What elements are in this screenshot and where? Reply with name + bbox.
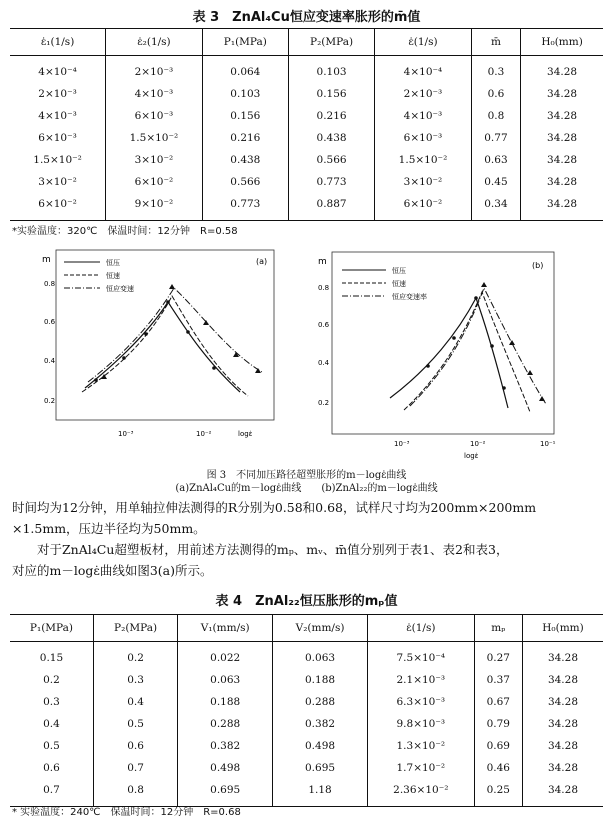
- table-cell: 3×10⁻²: [38, 176, 77, 188]
- figure3-caption-line2: (a)ZnAl₄Cu的m－logε̇曲线 (b)ZnAl₂₂的m－logε̇曲线: [175, 483, 438, 494]
- table4-header-row: [10, 615, 603, 642]
- table4-note: * 实验温度：240℃ 保温时间：12分钟 R=0.68: [12, 807, 241, 818]
- table-cell: 0.382: [178, 735, 273, 757]
- body-text: [12, 497, 604, 581]
- column-header: ε̇(1/s): [375, 29, 472, 56]
- table-cell: 34.28: [522, 757, 603, 779]
- para2-line1: 对于ZnAl₄Cu超塑板材，用前述方法测得的mₚ、mᵥ、m̄值分别列于表1、表2和表3，: [12, 542, 509, 557]
- table-cell: 0.5: [43, 740, 60, 752]
- panel-b-xtick-2: 10⁻¹: [540, 440, 556, 448]
- table-cell: 0.27: [474, 642, 522, 670]
- table-cell: 2×10⁻³: [375, 83, 472, 105]
- table-cell: 34.28: [522, 779, 603, 807]
- table-cell: 34.28: [522, 669, 603, 691]
- table-cell: 2×10⁻³: [38, 88, 77, 100]
- table-cell: 9.8×10⁻³: [367, 713, 474, 735]
- table-cell: 4×10⁻⁴: [375, 56, 472, 84]
- table-cell: 0.156: [202, 105, 288, 127]
- panel-a-label: (a): [256, 257, 268, 266]
- table-cell: 0.2: [93, 642, 177, 670]
- table-row: [10, 105, 603, 127]
- legend-b-2: 恒应变速率: [392, 293, 427, 301]
- table-cell: 0.15: [39, 652, 64, 664]
- table-cell: 1.5×10⁻²: [106, 127, 203, 149]
- panel-a-ytick-2: 0.6: [44, 318, 56, 326]
- table-cell: 0.695: [178, 779, 273, 807]
- table-cell: 3×10⁻²: [106, 149, 203, 171]
- table-cell: 1.7×10⁻²: [367, 757, 474, 779]
- para1-line1: 时间均为12分钟，用单轴拉伸法测得的R分别为0.58和0.68，试样尺寸均为200mm×200mm: [12, 500, 537, 515]
- table-row: [10, 669, 603, 691]
- table-cell: 0.887: [288, 193, 374, 221]
- table-cell: 0.103: [288, 56, 374, 84]
- column-header: V₂(mm/s): [273, 615, 368, 642]
- table-cell: 1.5×10⁻²: [33, 154, 82, 166]
- table-cell: 0.188: [178, 691, 273, 713]
- table-cell: 0.77: [471, 127, 520, 149]
- panel-b-xtick-1: 10⁻²: [470, 440, 486, 448]
- panel-a-ytick-3: 0.8: [44, 280, 56, 288]
- panel-b-frame: [332, 252, 554, 434]
- table-cell: 0.3: [93, 669, 177, 691]
- table-cell: 0.37: [474, 669, 522, 691]
- curve-b-constant-speed: [404, 292, 530, 412]
- panel-b-ytick-0: 0.2: [318, 399, 330, 407]
- panel-a: [42, 250, 274, 438]
- table-cell: 34.28: [521, 56, 603, 84]
- table-cell: 0.8: [93, 779, 177, 807]
- panel-a-xtick-0: 10⁻³: [118, 430, 134, 438]
- table-row: [10, 149, 603, 171]
- table3-note: *实验温度：320℃ 保温时间：12分钟 R=0.58: [12, 226, 238, 237]
- table-cell: 0.063: [273, 642, 368, 670]
- column-header: ε̇₂(1/s): [106, 29, 203, 56]
- table-cell: 0.6: [93, 735, 177, 757]
- table4: [10, 614, 603, 807]
- table-cell: 0.188: [273, 669, 368, 691]
- table-cell: 6×10⁻³: [106, 105, 203, 127]
- table-cell: 0.064: [202, 56, 288, 84]
- column-header: V₁(mm/s): [178, 615, 273, 642]
- curve-b-constant-strain-rate: [410, 288, 546, 406]
- table-cell: 0.498: [178, 757, 273, 779]
- table-cell: 34.28: [522, 691, 603, 713]
- figure3: [0, 240, 613, 472]
- table-cell: 0.8: [471, 105, 520, 127]
- table-cell: 0.5: [93, 713, 177, 735]
- table-cell: 0.6: [43, 762, 60, 774]
- table-cell: 0.288: [178, 713, 273, 735]
- column-header: P₁(MPa): [202, 29, 288, 56]
- table-cell: 1.5×10⁻²: [375, 149, 472, 171]
- table-cell: 4×10⁻⁴: [38, 66, 77, 78]
- panel-b: [318, 252, 556, 460]
- table-row: [10, 171, 603, 193]
- table-cell: 0.46: [474, 757, 522, 779]
- table-cell: 0.6: [471, 83, 520, 105]
- table-cell: 0.4: [93, 691, 177, 713]
- table-cell: 4×10⁻³: [106, 83, 203, 105]
- table-row: [10, 193, 603, 221]
- table-cell: 2.1×10⁻³: [367, 669, 474, 691]
- table-cell: 0.063: [178, 669, 273, 691]
- table-cell: 0.216: [202, 127, 288, 149]
- panel-b-ytick-3: 0.8: [318, 284, 330, 292]
- table-cell: 0.382: [273, 713, 368, 735]
- panel-a-ytick-1: 0.4: [44, 357, 56, 365]
- table-cell: 0.4: [43, 718, 60, 730]
- table-cell: 0.69: [474, 735, 522, 757]
- column-header: ε̇(1/s): [367, 615, 474, 642]
- table-row: [10, 56, 603, 84]
- legend-a-0: 恒压: [106, 259, 120, 267]
- table-row: [10, 691, 603, 713]
- table3-header-row: [10, 29, 603, 56]
- column-header: P₁(MPa): [10, 615, 93, 642]
- table-cell: 34.28: [521, 193, 603, 221]
- table-cell: 34.28: [522, 735, 603, 757]
- table-cell: 1.18: [273, 779, 368, 807]
- table-cell: 34.28: [522, 713, 603, 735]
- panel-a-xlabel: logε̇: [238, 430, 253, 438]
- table-cell: 6×10⁻²: [10, 193, 106, 221]
- table-cell: 0.3: [471, 56, 520, 84]
- curve-a-constant-speed: [82, 296, 248, 396]
- legend-a-1: 恒速: [106, 272, 120, 280]
- table-cell: 34.28: [521, 83, 603, 105]
- legend-b-1: 恒速: [392, 280, 406, 288]
- table3: [10, 28, 603, 221]
- column-header: P₂(MPa): [288, 29, 374, 56]
- markers-a: [94, 284, 261, 382]
- table4-body: [10, 642, 603, 807]
- table3-caption: 表 3 ZnAl₄Cu恒应变速率胀形的m̄值: [192, 10, 421, 25]
- table-cell: 7.5×10⁻⁴: [367, 642, 474, 670]
- table-cell: 0.216: [288, 105, 374, 127]
- figure3-caption-line1: 图 3 不同加压路径超塑胀形的m－logε̇曲线: [206, 470, 407, 481]
- table-cell: 0.156: [288, 83, 374, 105]
- table-cell: 9×10⁻²: [106, 193, 203, 221]
- table-cell: 0.67: [474, 691, 522, 713]
- panel-b-xlabel: logε̇: [464, 452, 479, 460]
- legend-a-2: 恒应变速: [106, 285, 134, 293]
- table-row: [10, 713, 603, 735]
- table-cell: 0.438: [288, 127, 374, 149]
- table3-body: [10, 56, 603, 221]
- table-cell: 6×10⁻²: [375, 193, 472, 221]
- table4-caption: 表 4 ZnAl₂₂恒压胀形的mₚ值: [215, 594, 398, 609]
- table-cell: 4×10⁻³: [38, 110, 77, 122]
- table-cell: 2.36×10⁻²: [367, 779, 474, 807]
- table-cell: 0.103: [202, 83, 288, 105]
- para2-line2: 对应的m－logε̇曲线如图3(a)所示。: [12, 563, 213, 578]
- panel-b-ytick-2: 0.6: [318, 321, 330, 329]
- markers-b: [426, 282, 545, 401]
- curve-a-constant-strain-rate: [88, 288, 262, 382]
- table-cell: 2×10⁻³: [106, 56, 203, 84]
- table-cell: 0.498: [273, 735, 368, 757]
- table-cell: 3×10⁻²: [375, 171, 472, 193]
- table-row: [10, 757, 603, 779]
- table-cell: 34.28: [521, 171, 603, 193]
- table-row: [10, 127, 603, 149]
- table-cell: 0.566: [202, 171, 288, 193]
- column-header: ε̇₁(1/s): [10, 29, 106, 56]
- table-cell: 0.773: [288, 171, 374, 193]
- column-header: P₂(MPa): [93, 615, 177, 642]
- table-cell: 0.63: [471, 149, 520, 171]
- table-row: [10, 642, 603, 670]
- table-cell: 0.566: [288, 149, 374, 171]
- table-cell: 0.695: [273, 757, 368, 779]
- table-cell: 0.288: [273, 691, 368, 713]
- table-cell: 0.34: [471, 193, 520, 221]
- table-cell: 0.7: [93, 757, 177, 779]
- table-cell: 34.28: [521, 105, 603, 127]
- column-header: H₀(mm): [521, 29, 603, 56]
- table-cell: 0.438: [202, 149, 288, 171]
- panel-b-ytick-1: 0.4: [318, 359, 330, 367]
- legend-b-0: 恒压: [392, 267, 406, 275]
- table-cell: 0.773: [202, 193, 288, 221]
- curve-b-constant-pressure: [390, 298, 508, 408]
- curve-a-constant-pressure: [85, 302, 240, 392]
- panel-b-xtick-0: 10⁻³: [394, 440, 410, 448]
- table-cell: 4×10⁻³: [375, 105, 472, 127]
- table-cell: 0.2: [43, 674, 60, 686]
- table-cell: 0.7: [10, 779, 93, 807]
- table-cell: 6×10⁻³: [375, 127, 472, 149]
- table-row: [10, 735, 603, 757]
- panel-b-ylabel: m: [318, 257, 327, 267]
- table-cell: 0.25: [474, 779, 522, 807]
- table-cell: 6×10⁻³: [38, 132, 77, 144]
- column-header: m̄: [471, 29, 520, 56]
- table-cell: 34.28: [521, 127, 603, 149]
- column-header: H₀(mm): [522, 615, 603, 642]
- table-cell: 0.022: [178, 642, 273, 670]
- panel-a-ytick-0: 0.2: [44, 397, 56, 405]
- table-cell: 34.28: [521, 149, 603, 171]
- table-cell: 1.3×10⁻²: [367, 735, 474, 757]
- table-cell: 34.28: [522, 642, 603, 670]
- table-cell: 6×10⁻²: [106, 171, 203, 193]
- table-cell: 0.3: [43, 696, 60, 708]
- panel-a-ylabel: m: [42, 255, 51, 265]
- table-row: [10, 83, 603, 105]
- table-cell: 0.79: [474, 713, 522, 735]
- column-header: mₚ: [474, 615, 522, 642]
- panel-b-label: (b): [532, 261, 544, 270]
- para1-line2: ×1.5mm，压边半径均为50mm。: [12, 521, 206, 536]
- table-cell: 6.3×10⁻³: [367, 691, 474, 713]
- panel-a-xtick-1: 10⁻²: [196, 430, 212, 438]
- table-cell: 0.45: [471, 171, 520, 193]
